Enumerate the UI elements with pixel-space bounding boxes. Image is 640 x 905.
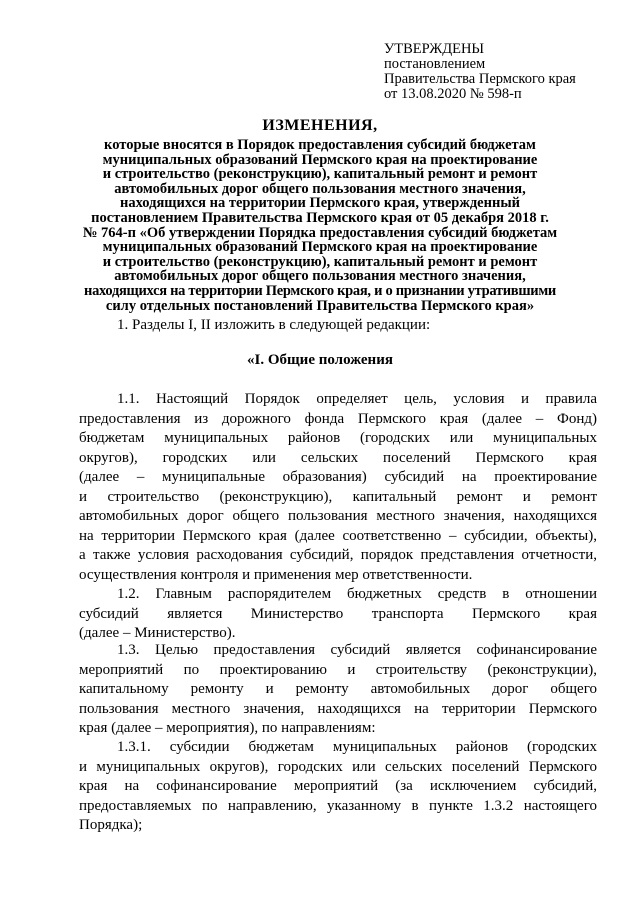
subtitle-line: № 764-п «Об утверждении Порядка предоставления субсидий бюджетам bbox=[82, 224, 558, 241]
paragraph-line: предоставляемых по направлению, указанному в пункте 1.3.2 настоящего bbox=[79, 797, 597, 814]
approval-line: УТВЕРЖДЕНЫ bbox=[384, 41, 485, 57]
document-title: ИЗМЕНЕНИЯ, bbox=[262, 117, 378, 134]
paragraph-line: капитальному ремонту и ремонту автомобильных дорог общего bbox=[79, 681, 597, 697]
subtitle-line: и строительство (реконструкцию), капитальный ремонт и ремонт bbox=[102, 166, 538, 183]
intro-paragraph bbox=[79, 316, 597, 336]
paragraph-line: и строительство (реконструкцию), капитальный ремонт и ремонт bbox=[79, 488, 597, 505]
section-heading: «I. Общие положения bbox=[247, 352, 393, 368]
paragraph-line: бюджетам муниципальных районов (городских или муниципальных bbox=[79, 430, 597, 446]
paragraph-line: 1.1. Настоящий Порядок определяет цель, условия и правила bbox=[117, 391, 597, 407]
paragraph-line: автомобильных дорог общего пользования местного значения, находящихся bbox=[79, 508, 597, 524]
paragraph-line: (далее – муниципальные образования) субсидий на проектирование bbox=[79, 469, 597, 485]
document-subtitle bbox=[80, 138, 560, 313]
paragraph-line: края на софинансирование мероприятий (за исключением субсидий, bbox=[79, 778, 597, 794]
subtitle-line: автомобильных дорог общего пользования местного значения, bbox=[114, 180, 526, 197]
paragraph-line: округов), городских или сельских поселений Пермского края bbox=[79, 449, 597, 466]
subtitle-line: и строительство (реконструкцию), капитальный ремонт и ремонт bbox=[102, 253, 538, 270]
paragraph-1-2 bbox=[79, 585, 597, 644]
subtitle-line: автомобильных дорог общего пользования местного значения, bbox=[114, 268, 526, 285]
paragraph-1-3-1 bbox=[79, 738, 597, 836]
paragraph-1-3 bbox=[79, 641, 597, 739]
paragraph-line: 1.3.1. субсидии бюджетам муниципальных районов (городских bbox=[117, 739, 597, 755]
subtitle-line: муниципальных образований Пермского края на проектирование bbox=[102, 239, 538, 256]
subtitle-line: силу отдельных постановлений Правительства Пермского края» bbox=[105, 297, 535, 314]
subtitle-line: находящихся на территории Пермского края, утвержденный bbox=[119, 195, 521, 212]
paragraph-line: осуществления контроля и применения мер ответственности. bbox=[79, 566, 473, 583]
paragraph-line: края (далее – мероприятия), по направлениям: bbox=[79, 720, 376, 736]
subtitle-line: которые вносятся в Порядок предоставления субсидий бюджетам bbox=[104, 137, 536, 153]
paragraph-line: 1.2. Главным распорядителем бюджетных средств в отношении bbox=[117, 586, 597, 602]
approval-line: Правительства Пермского края bbox=[384, 71, 576, 87]
subtitle-line: муниципальных образований Пермского края на проектирование bbox=[102, 151, 538, 168]
paragraph-line: мероприятий по проектированию и строительству (реконструкции), bbox=[79, 661, 597, 678]
paragraph-line: пользования местного значения, находящихся на территории Пермского bbox=[79, 700, 597, 717]
paragraph-1-1 bbox=[79, 390, 597, 585]
approval-stamp bbox=[384, 42, 576, 102]
paragraph-line: на территории Пермского края (далее соответственно – субсидии, объекты), bbox=[79, 527, 597, 544]
paragraph-line: и муниципальных округов), городских или сельских поселений Пермского bbox=[79, 758, 597, 775]
paragraph-line: а также условия расходования субсидий, порядок представления отчетности, bbox=[79, 547, 597, 563]
paragraph-line: 1.3. Целью предоставления субсидий является софинансирование bbox=[117, 642, 597, 658]
approval-line: постановлением bbox=[384, 56, 486, 72]
paragraph-line: предоставления из дорожного фонда Пермского края (далее – Фонд) bbox=[79, 410, 597, 427]
paragraph-line: 1. Разделы I, II изложить в следующей редакции: bbox=[117, 317, 431, 333]
subtitle-line: постановлением Правительства Пермского края от 05 декабря 2018 г. bbox=[91, 209, 549, 226]
paragraph-line: субсидий является Министерство транспорта Пермского края bbox=[79, 605, 597, 622]
approval-line: от 13.08.2020 № 598-п bbox=[384, 86, 522, 102]
paragraph-line: (далее – Министерство). bbox=[79, 625, 236, 641]
paragraph-line: Порядка); bbox=[79, 817, 143, 833]
subtitle-line: находящихся на территории Пермского края, и о признании утратившими bbox=[84, 282, 556, 299]
